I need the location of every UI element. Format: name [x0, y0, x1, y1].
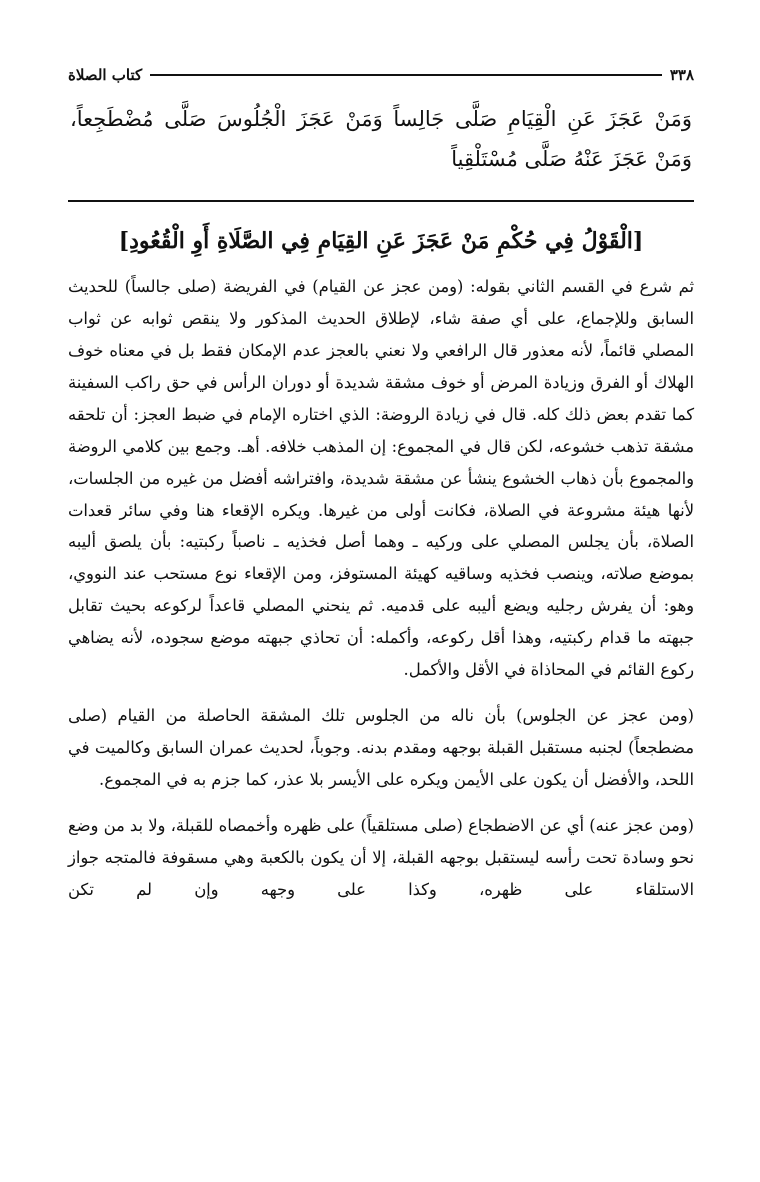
matn-text: وَمَنْ عَجَزَ عَنِ الْقِيَامِ صَلَّى جَالِساً وَمَنْ عَجَزَ الْجُلُوسَ صَلَّى مُضْطَجِعاً، وَمَنْ عَجَزَ عَنْهُ صَلَّى مُسْتَلْقِياً — [70, 107, 692, 171]
commentary-paragraph: (ومن عجز عن الجلوس) بأن ناله من الجلوس تلك المشقة الحاصلة من القيام (صلى مضطجعاً) لجنبه مستقبل القبلة بوجهه ومقدم بدنه. وجوباً، لحديث عمران السابق وكالميت في اللحد، والأفضل أن يكون على الأيمن ويكره على الأيسر بلا عذر، كما جزم به في المجموع. — [68, 706, 694, 790]
running-header — [68, 62, 694, 88]
book-page — [68, 62, 694, 1182]
commentary-paragraph: (ومن عجز عنه) أي عن الاضطجاع (صلى مستلقياً) على ظهره وأخمصاه للقبلة، ولا بد من وضع نحو وسادة تحت رأسه ليستقبل بوجهه القبلة، إلا أن يكون بالكعبة وهي مسقوفة فالمتجه جواز الاستلقاء على ظهره، وكذا على وجهه وإن لم تكن — [68, 815, 694, 899]
book-title: كتاب الصلاة — [68, 66, 143, 84]
section-title: [الْقَوْلُ فِي حُكْمِ مَنْ عَجَزَ عَنِ القِيَامِ فِي الصَّلَاةِ أَوِ الْقُعُودِ] — [118, 227, 644, 254]
commentary — [68, 271, 694, 906]
header-rule — [150, 74, 662, 76]
matn-separator — [68, 200, 694, 202]
commentary-paragraph: ثم شرع في القسم الثاني بقوله: (ومن عجز عن القيام) في الفريضة (صلى جالساً) للحديث السابق وللإجماع، على أي صفة شاء، لإطلاق الحديث المذكور ولا ينقص ثوابه عن ثواب المصلي قائماً، لأنه معذور قال الرافعي ولا نعني بالعجز عدم الإمكان فقط بل في معناه خوف الهلاك أو الفرق وزيادة المرض أو خوف مشقة شديدة أو دوران الرأس في حق راكب السفينة كما تقدم بعض ذلك كله. قال في زيادة الروضة: الذي اختاره الإمام في ضبط العجز: أن تلحقه مشقة تذهب خشوعه، لكن قال في المجموع: إن المذهب خلافه. أهـ. وجمع بين كلامي الروضة والمجموع بأن ذهاب الخشوع ينشأ عن مشقة شديدة، وافتراشه أفضل من غيره من الجلسات، لأنها هيئة مشروعة في الصلاة، فكانت أولى من غيرها. ويكره الإقعاء هنا وفي سائر قعدات الصلاة، بأن يجلس المصلي على وركيه ـ وهما أصل فخذيه ـ ناصباً ركبتيه: بأن يلصق أليبه بموضع صلاته، وينصب فخذيه وساقيه كهيئة المستوفز، ومن الإقعاء نوع مستحب عند النووي، وهو: أن يفرش رجليه ويضع أليبه على قدميه. ثم ينحني المصلي قاعداً لركوعه بحيث تقابل جبهته ما قدام ركبتيه، وهذا أقل ركوعه، وأكمله: أن تحاذي جبهته موضع سجوده، لأنه يضاهي ركوع القائم في المحاذاة في الأقل والأكمل. — [68, 276, 694, 680]
page-number: ٣٣٨ — [669, 66, 694, 84]
